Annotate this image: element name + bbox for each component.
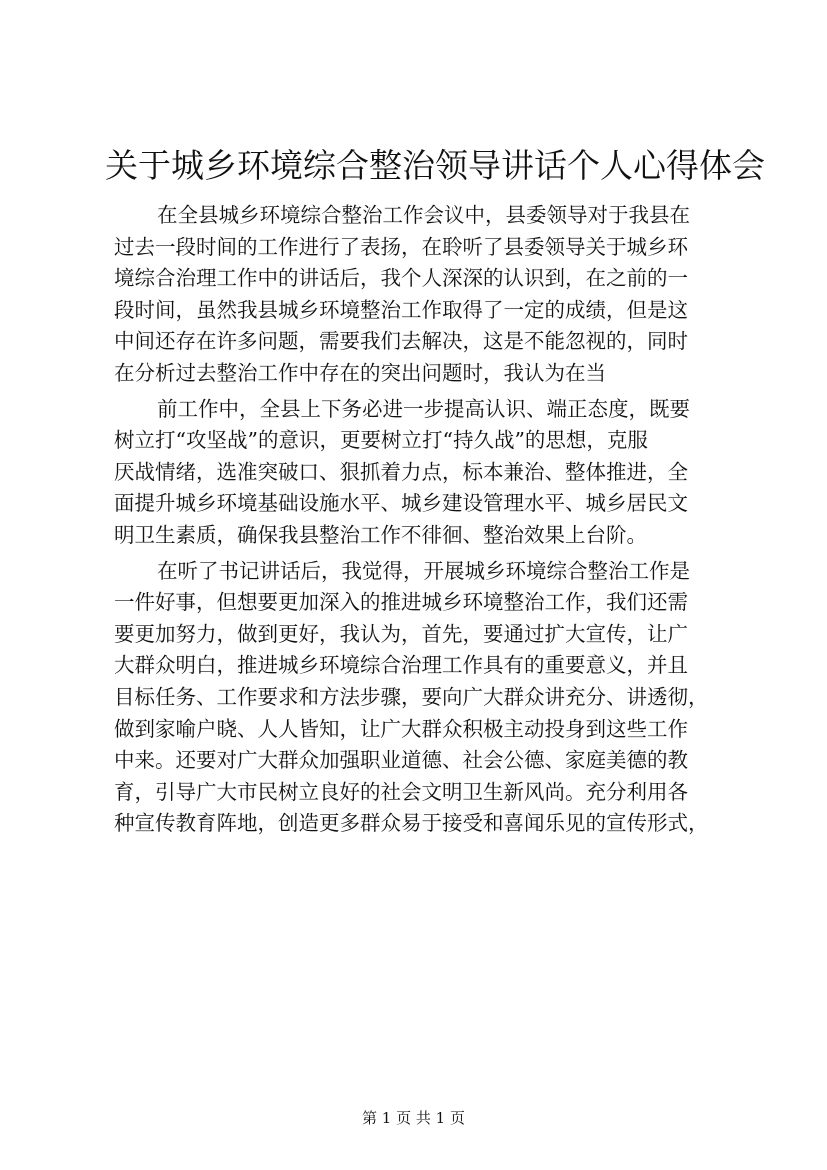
text-line: 中间还存在许多问题，需要我们去解决，这是不能忽视的，同时: [114, 329, 688, 354]
text-line: 种宣传教育阵地，创造更多群众易于接受和喜闻乐见的宣传形式，: [114, 811, 709, 836]
page-number-footer: 第 1 页 共 1 页: [362, 1109, 465, 1127]
document-title: 关于城乡环境综合整治领导讲话个人心得体会: [105, 146, 765, 185]
text-line: 前工作中，全县上下务必进一步提高认识、端正态度，既要: [157, 396, 690, 421]
text-line: 大群众明白，推进城乡环境综合治理工作具有的重要意义，并且: [114, 653, 688, 678]
text-line: 在分析过去整治工作中存在的突出问题时，我认为在当: [114, 361, 606, 385]
text-line: 面提升城乡环境基础设施水平、城乡建设管理水平、城乡居民文: [114, 491, 688, 516]
text-line: 境综合治理工作中的讲话后，我个人深深的认识到，在之前的一: [114, 266, 688, 291]
text-line: 段时间，虽然我县城乡环境整治工作取得了一定的成绩，但是这: [114, 297, 688, 322]
text-line: 树立打“攻坚战”的意识，更要树立打“持久战”的思想，克服: [114, 428, 648, 453]
text-line: 明卫生素质，确保我县整治工作不徘徊、整治效果上台阶。: [114, 523, 647, 547]
text-line: 做到家喻户晓、人人皆知，让广大群众积极主动投身到这些工作: [114, 716, 688, 741]
text-line: 育，引导广大市民树立良好的社会文明卫生新风尚。充分利用各: [114, 779, 688, 804]
text-line: 目标任务、工作要求和方法步骤，要向广大群众讲充分、讲透彻，: [114, 685, 709, 709]
text-line: 在听了书记讲话后，我觉得，开展城乡环境综合整治工作是: [157, 558, 690, 583]
text-line: 要更加努力，做到更好，我认为，首先，要通过扩大宣传，让广: [114, 621, 688, 646]
text-line: 在全县城乡环境综合整治工作会议中，县委领导对于我县在: [157, 203, 690, 227]
text-line: 一件好事，但想要更加深入的推进城乡环境整治工作，我们还需: [114, 590, 688, 615]
text-line: 中来。还要对广大群众加强职业道德、社会公德、家庭美德的教: [114, 748, 688, 773]
text-line: 厌战情绪，选准突破口、狠抓着力点，标本兼治、整体推进，全: [114, 459, 688, 484]
text-line: 过去一段时间的工作进行了表扬，在聆听了县委领导关于城乡环: [114, 234, 688, 259]
